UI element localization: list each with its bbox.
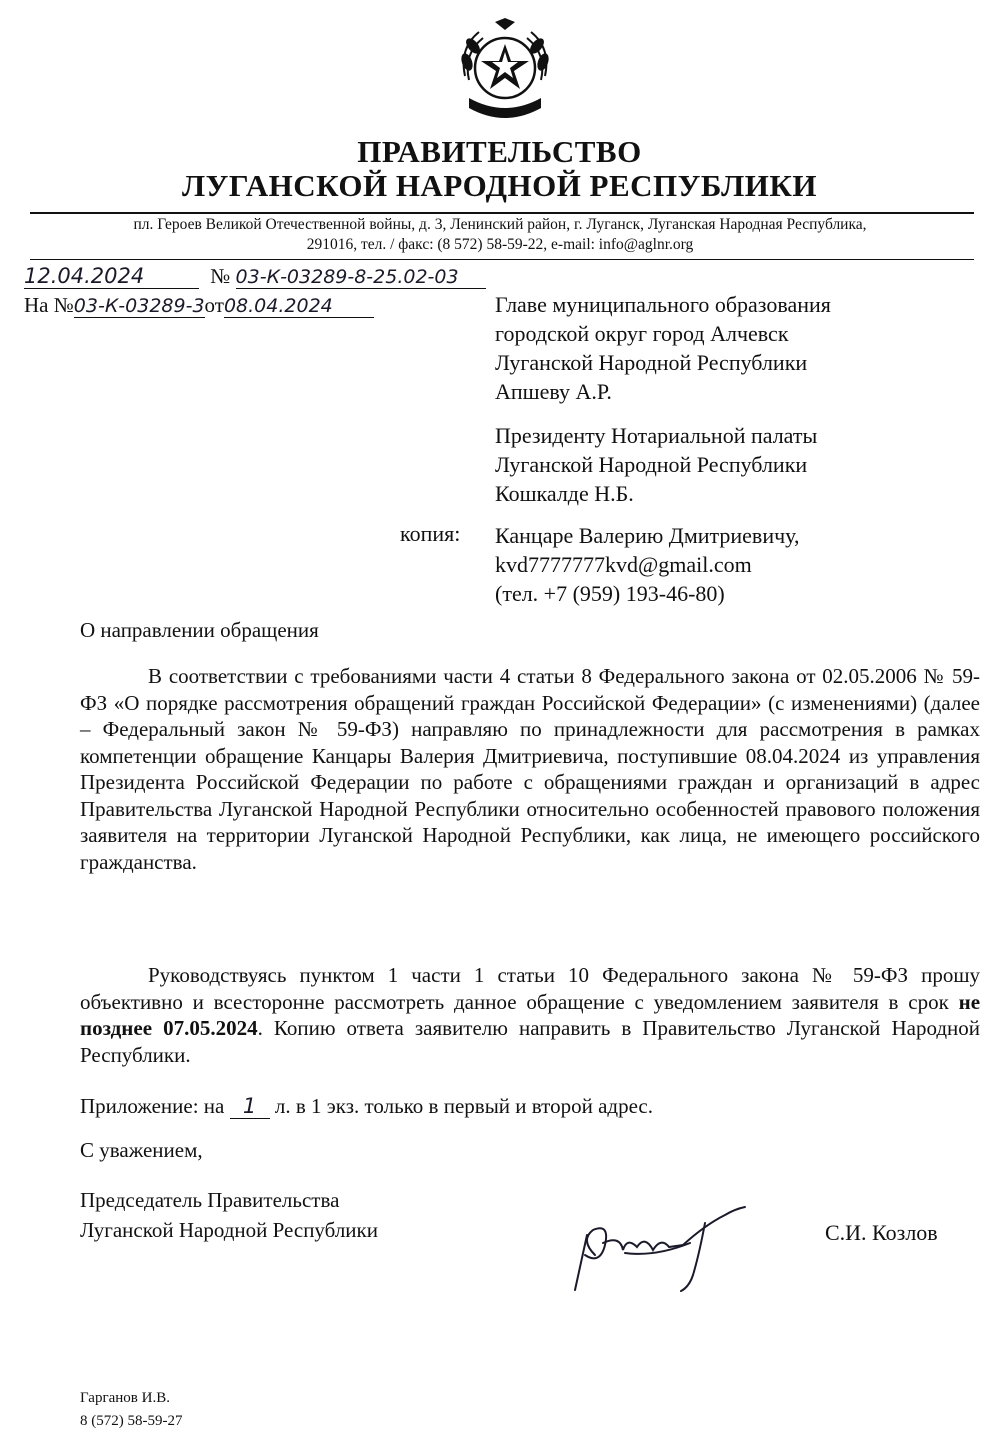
address-line1: пл. Героев Великой Отечественной войны, д. 3, Ленинский район, г. Луганск, Луганская Народная Республика, (133, 216, 867, 233)
executor-info (80, 1387, 182, 1433)
recipient-line: Апшеву А.Р. (495, 379, 612, 404)
deadline-date: не позднее 07.05.2024 (80, 989, 981, 1040)
body-paragraph-1 (80, 663, 980, 875)
copy-label: копия: (400, 521, 461, 546)
recipient-line: Луганской Народной Республики (495, 350, 808, 375)
reference-from: от (204, 293, 224, 317)
recipient-second (495, 421, 817, 508)
handwritten-signature (565, 1195, 765, 1295)
outgoing-date: 12.04.2024 (24, 264, 199, 289)
recipient-line: Канцаре Валерию Дмитриевичу, (495, 523, 800, 548)
recipient-line: Луганской Народной Республики (495, 452, 808, 477)
signatory-title-line2: Луганской Народной Республики (80, 1218, 378, 1242)
recipient-copy (495, 521, 799, 608)
attachment-suffix: л. в 1 экз. только в первый и второй адрес. (274, 1094, 653, 1118)
coat-of-arms-emblem (449, 18, 561, 124)
body-p2-end: . Копию ответа заявителю направить в Правительство Луганской Народной Республики. (80, 1016, 980, 1067)
outgoing-number: 03-К-03289-8-25.02-03 (236, 266, 486, 289)
signatory-name: С.И. Козлов (825, 1220, 938, 1245)
attachment-line (80, 1094, 653, 1119)
signatory-title-line1: Председатель Правительства (80, 1188, 340, 1212)
attachment-count: 1 (230, 1094, 270, 1119)
recipient-phone: (тел. +7 (959) 193-46-80) (495, 581, 725, 606)
body-p2-text: Руководствуясь пунктом 1 части 1 статьи 10 Федерального закона № 59-ФЗ прошу объективно и всесторонне рассмотреть данное обращение с уведомлением заявителя в срок (80, 963, 980, 1014)
reference-date: 08.04.2024 (224, 295, 374, 318)
closing-phrase: С уважением, (80, 1138, 203, 1162)
organization-address (40, 215, 960, 255)
registration-line (24, 264, 486, 289)
executor-phone: 8 (572) 58-59-27 (80, 1413, 183, 1429)
organization-title-line2: ЛУГАНСКОЙ НАРОДНОЙ РЕСПУБЛИКИ (182, 168, 817, 203)
body-p1-text: В соответствии с требованиями части 4 статьи 8 Федерального закона от 02.05.2006 № 59-ФЗ «О порядке рассмотрения обращений граждан Российской Федерации» (с изменениями) (далее – Федеральный закон № 59-ФЗ) направляю по принадлежности для рассмотрения в рамках компетенции обращение Канцары Валерия Дмитриевича, поступившие 08.04.2024 из управления Президента Российской Федерации по работе с обращениями граждан и организаций в адрес Правительства Луганской Народной Республики относительно особенностей правового положения заявителя на территории Луганской Народной Республики, как лица, не имеющего российского гражданства. (80, 664, 980, 874)
number-prefix: № (210, 264, 231, 288)
reference-prefix: На № (24, 293, 74, 317)
recipient-first (495, 290, 831, 406)
body-paragraph-2 (80, 962, 980, 1068)
recipient-email: kvd7777777kvd@gmail.com (495, 552, 752, 577)
executor-name: Гарганов И.В. (80, 1390, 170, 1406)
organization-title-line1: ПРАВИТЕЛЬСТВО (357, 134, 642, 169)
recipient-line: Президенту Нотариальной палаты (495, 423, 818, 448)
recipient-line: Главе муниципального образования (495, 292, 831, 317)
attachment-prefix: Приложение: на (80, 1094, 225, 1118)
letter-subject: О направлении обращения (80, 618, 319, 642)
reference-line (24, 293, 374, 318)
recipient-line: городской округ город Алчевск (495, 321, 789, 346)
header-top-rule (30, 212, 974, 214)
signatory-title (80, 1185, 378, 1245)
header-bottom-rule (30, 259, 974, 260)
reference-number: 03-К-03289-3 (73, 295, 205, 317)
address-line2: 291016, тел. / факс: (8 572) 58-59-22, e-mail: info@aglnr.org (306, 236, 694, 253)
recipient-line: Кошкалде Н.Б. (495, 481, 634, 506)
